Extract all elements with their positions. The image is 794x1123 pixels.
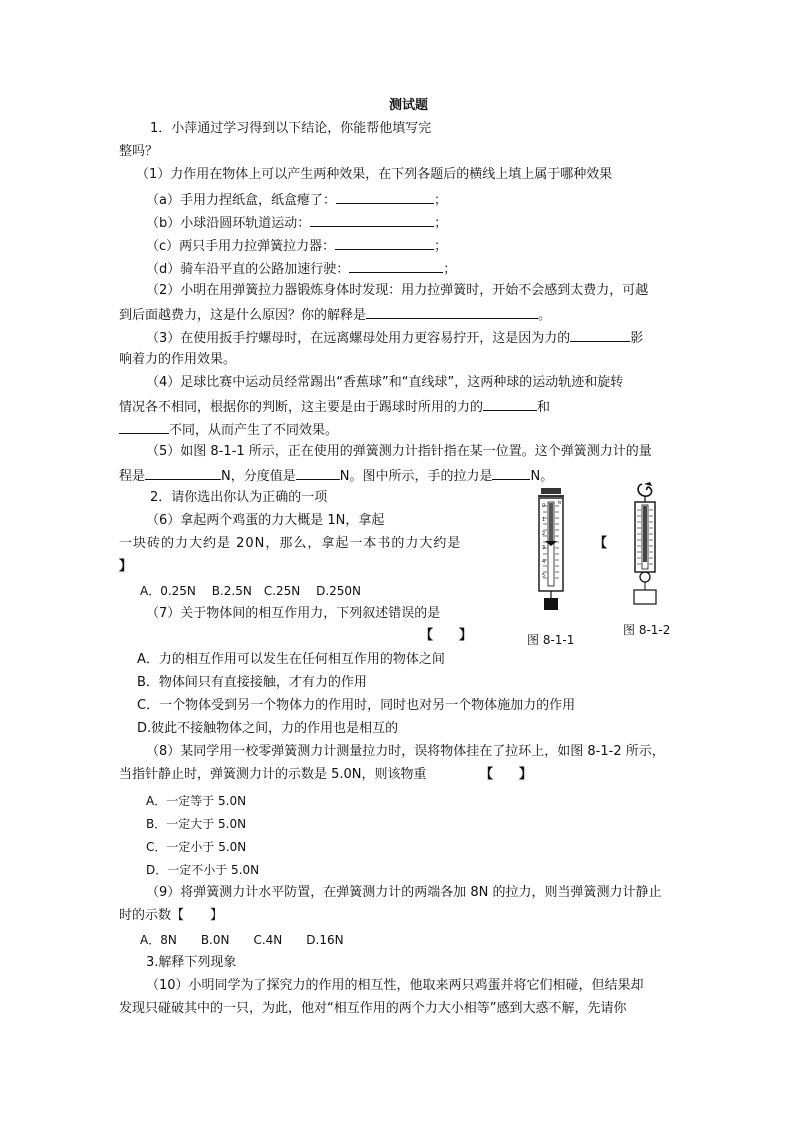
scale-top-bar: [538, 495, 564, 497]
hook-tip: [644, 482, 652, 486]
q2-heading: 2．请你选出你认为正确的一项: [150, 490, 328, 505]
answer-blank-d[interactable]: [349, 260, 443, 273]
q1-item-d: （d）骑车沿平直的公路加速行驶： ；: [146, 262, 457, 277]
q1-p5-line1: （5）如图 8-1-1 所示，正在使用的弹簧测力计指针指在某一位置。这个弹簧测力计的量: [146, 444, 652, 459]
hanging-object: [634, 590, 656, 604]
q2-p7-bracket: 【 】: [420, 628, 473, 643]
answer-blank-p3[interactable]: [570, 329, 630, 342]
q2-p9-line2: 时的示数【 】: [119, 908, 224, 923]
q2-p7-option-d: D.彼此不接触物体之间，力的作用也是相互的: [137, 721, 399, 736]
q2-p8-option-a: A．一定等于 5.0N: [146, 794, 247, 808]
q2-p6-bracket-close: 】: [119, 559, 133, 574]
q1-line2: 整吗？: [119, 144, 159, 159]
scale-number-1: 1: [542, 517, 546, 523]
q1-item-a: （a）手用力捏纸盒，纸盒瘪了： ；: [146, 193, 447, 208]
answer-blank-p4b[interactable]: [119, 421, 169, 434]
answer-blank-division[interactable]: [296, 467, 340, 480]
answer-blank-range[interactable]: [145, 467, 221, 480]
scale-hand-grip: [541, 488, 561, 494]
q2-p8-option-c: C．一定小于 5.0N: [146, 840, 247, 854]
scale-weight: [544, 598, 558, 610]
answer-blank-p2[interactable]: [366, 306, 538, 319]
scale-number-4: 4: [542, 559, 546, 565]
figure-caption-8-1-2: 图 8-1-2: [623, 623, 671, 637]
q1-p4-line1: （4）足球比赛中运动员经常踢出“香蕉球”和“直线球”，这两种球的运动轨迹和旋转: [146, 375, 624, 390]
q1-p2-line2: 到后面越费力，这是什么原因？你的解释是 。: [119, 308, 552, 323]
scale-number-5: 5: [542, 573, 546, 579]
scale-number-2: 2: [542, 531, 546, 537]
q1-p4-line3: 不同，从而产生了不同效果。: [119, 421, 338, 439]
q2-p8-line1: （8）某同学用一校零弹簧测力计测量拉力时，误将物体挂在了拉环上，如图 8-1-2 所示，: [146, 744, 665, 759]
q2-p6-line1: （6）拿起两个鸡蛋的力大概是 1N，拿起: [146, 513, 385, 528]
q3-heading: 3.解释下列现象: [146, 955, 237, 970]
page-title: 测试题: [389, 98, 429, 113]
q1-item-b: （b）小球沿圆环轨道运动： ；: [146, 216, 448, 231]
q2-p7-line1: （7）关于物体间的相互作用力，下列叙述错误的是: [146, 606, 441, 621]
hanging-hook: [638, 484, 652, 496]
answer-blank-c[interactable]: [335, 237, 434, 250]
scale-number-0: 0: [542, 503, 546, 509]
scale2-ring: [640, 572, 650, 582]
scale-unit-label: N: [558, 500, 561, 505]
spring-scale-figure-8-1-2: [628, 480, 664, 608]
q2-p7-option-c: C．一个物体受到另一个物体力的作用时，同时也对另一个物体施加力的作用: [137, 698, 576, 713]
q1-line1: 1．小萍通过学习得到以下结论，你能帮他填写完: [150, 121, 432, 136]
q2-p8-line2: 当指针静止时，弹簧测力计的示数是 5.0N，则该物重: [119, 767, 427, 782]
q2-p8-option-d: D．一定不小于 5.0N: [146, 863, 260, 877]
scale2-spring: [643, 506, 647, 562]
answer-blank-a[interactable]: [336, 191, 434, 204]
q1-p4-line2: 情况各不相同，根据你的判断，这主要是由于踢球时所用的力的 和: [119, 400, 551, 415]
q2-p9-line1: （9）将弹簧测力计水平防置，在弹簧测力计的两端各加 8N 的拉力，则当弹簧测力计静止: [146, 885, 662, 900]
q2-p6-line2: 一块砖的力大约是 20N，那么，拿起一本书的力大约是: [119, 536, 462, 551]
q1-item-c: （c）两只手用力拉弹簧拉力器： ；: [146, 239, 448, 254]
q1-p3-line2: 响着力的作用效果。: [119, 352, 237, 367]
q1-p1-intro: （1）力作用在物体上可以产生两种效果，在下列各题后的横线上填上属于哪种效果: [136, 167, 613, 182]
q1-p2-line1: （2）小明在用弹簧拉力器锻炼身体时发现：用力拉弹簧时，开始不会感到太费力，可越: [146, 283, 649, 298]
q2-p7-option-a: A．力的相互作用可以发生在任何相互作用的物体之间: [137, 652, 445, 667]
q2-p6-bracket-open: 【: [594, 536, 608, 551]
q3-p10-line2: 发现只碰破其中的一只，为此，他对“相互作用的两个力大小相等”感到大惑不解，先请你: [119, 1001, 627, 1016]
q2-p7-option-b: B．物体间只有直接接触，才有力的作用: [137, 675, 367, 690]
answer-blank-p4a[interactable]: [483, 398, 537, 411]
q2-p6-options: A．0.25N B.2.5N C.25N D.250N: [140, 584, 362, 598]
q2-p9-options: A．8N B.0N C.4N D.16N: [140, 933, 344, 947]
figure-caption-8-1-1: 图 8-1-1: [527, 633, 575, 647]
q2-p8-option-b: B．一定大于 5.0N: [146, 817, 247, 831]
q2-p8-bracket: 【 】: [480, 767, 533, 782]
q3-p10-line1: （10）小明同学为了探究力的作用的相互性，他取来两只鸡蛋并将它们相碰，但结果却: [146, 978, 644, 993]
answer-blank-force[interactable]: [492, 467, 530, 480]
answer-blank-b[interactable]: [310, 214, 434, 227]
scale-spring: [549, 503, 553, 541]
spring-scale-figure-8-1-1: [528, 488, 572, 618]
q1-p5-line2: 程是 N，分度值是 N。图中所示，手的拉力是 N。: [119, 469, 554, 484]
scale-number-3: 3: [542, 545, 546, 551]
q1-p3-line1: （3）在使用扳手拧螺母时，在远离螺母处用力更容易拧开，这是因为力的 影: [146, 331, 644, 346]
